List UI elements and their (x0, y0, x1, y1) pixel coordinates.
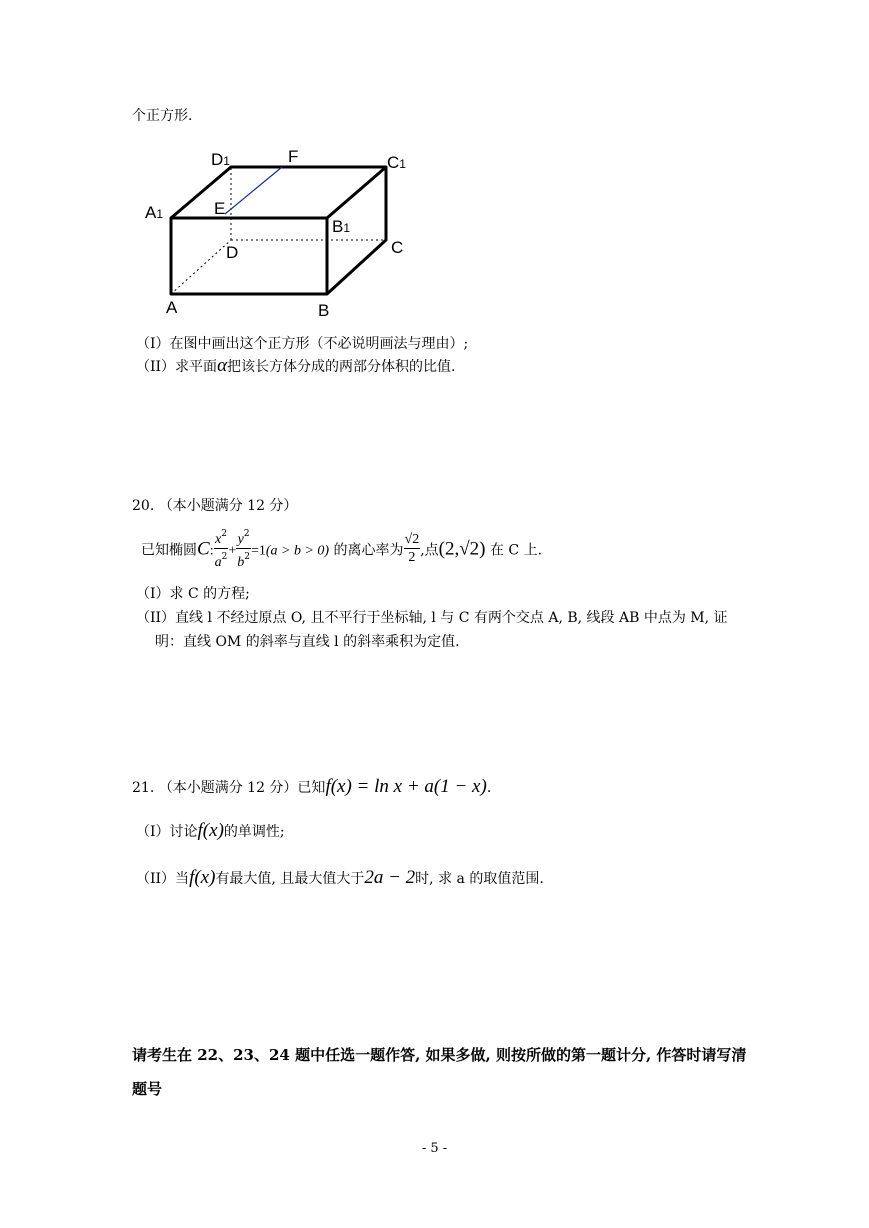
q21-end: . (486, 780, 492, 796)
label-D1: D1 (211, 150, 230, 169)
hidden-edges (171, 167, 386, 294)
q19-part2 (136, 357, 456, 376)
label-A: A (166, 298, 178, 317)
label-E: E (214, 199, 226, 218)
q20-frac-x: $\frac{x^2}{a^2}$ (214, 526, 229, 571)
q20-header: 20. （本小题满分 12 分） (132, 498, 298, 514)
label-A1: A1 (145, 203, 164, 222)
q21-function: f(x) = ln x + a(1 − x) (325, 776, 487, 797)
q20-part2-line1: （II）直线 l 不经过原点 O, 且不平行于坐标轴, l 与 C 有两个交点 A, B, 线段 AB 中点为 M, 证 (136, 610, 728, 626)
q20-part1: （I）求 C 的方程; (136, 586, 250, 602)
instruction-line2: 题号 (132, 1080, 163, 1098)
label-C1: C1 (387, 153, 406, 172)
q20-stem-point: ,点 (420, 542, 439, 559)
instruction-line1: 请考生在 22、23、24 题中任选一题作答, 如果多做, 则按所做的第一题计分, 作答时请写清 (132, 1046, 747, 1064)
label-D: D (226, 243, 239, 262)
q20-plus: + (228, 543, 237, 559)
label-F: F (288, 147, 299, 166)
q20-stem-mid: 的离心率为 (333, 542, 404, 559)
q21-part2-post: 时, 求 a 的取值范围. (415, 871, 544, 887)
top-back-edges (171, 167, 386, 218)
q21-part2-expr: 2a − 2 (364, 867, 416, 888)
q21-part1-func: f(x) (197, 820, 224, 841)
front-face (171, 218, 327, 294)
segment-EF (225, 167, 282, 214)
label-B1: B1 (332, 217, 351, 236)
q19-part2-pre: （II）求平面 (136, 359, 218, 375)
label-B: B (318, 301, 330, 320)
page-number: - 5 - (421, 1141, 448, 1156)
q20-eccentricity: $\frac{√2}{2}$ (404, 532, 420, 565)
cuboid-figure (0, 0, 869, 330)
q20-point: (2,√2) (438, 538, 486, 560)
q20-condition: (a > b > 0) (265, 543, 330, 559)
q19-alpha: α (217, 355, 228, 376)
q20-colon: : (209, 543, 214, 559)
q20-stem-pre: 已知椭圆 (141, 542, 197, 559)
q21-part2-func: f(x) (189, 867, 216, 888)
q21-header (132, 778, 491, 797)
q19-part1: （I）在图中画出这个正方形（不必说明画法与理由）; (136, 336, 469, 352)
q21-part1-post: 的单调性; (223, 824, 285, 840)
q20-eq-one: =1 (250, 543, 266, 559)
edge-A-D (171, 240, 231, 294)
intro-text: 个正方形. (132, 108, 193, 124)
q20-frac-y: $\frac{y^2}{b^2}$ (236, 526, 251, 571)
visible-edges (171, 167, 386, 294)
q20-stem (141, 528, 542, 573)
label-C: C (391, 238, 404, 257)
q20-part2-line2: 明：直线 OM 的斜率与直线 l 的斜率乘积为定值. (155, 634, 460, 650)
q20-stem-end: 在 C 上. (489, 542, 543, 559)
q20-ellipse-name: C (197, 538, 210, 560)
q21-part2-mid: 有最大值, 且最大值大于 (215, 871, 365, 887)
q21-part2 (136, 869, 544, 888)
q21-header-text: 21. （本小题满分 12 分）已知 (132, 780, 326, 796)
q21-part2-pre: （II）当 (136, 871, 190, 887)
q19-part2-post: 把该长方体分成的两部分体积的比值. (227, 359, 456, 375)
q21-part1-pre: （I）讨论 (136, 824, 198, 840)
q21-part1 (136, 822, 285, 841)
